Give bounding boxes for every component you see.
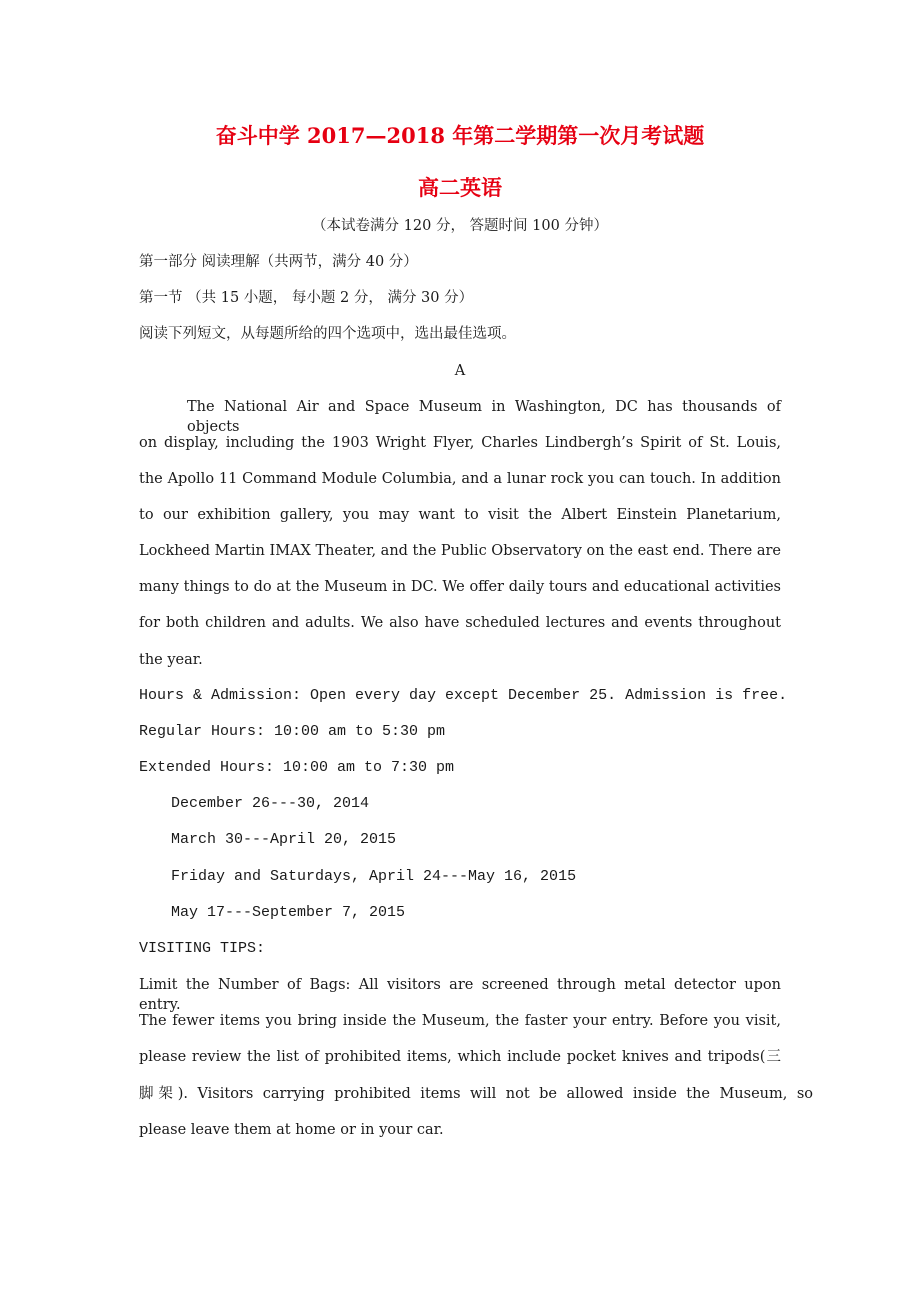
tips-line: The fewer items you bring inside the Museum, the faster your entry. Before you visit, bbox=[139, 1013, 781, 1029]
paragraph-line: Lockheed Martin IMAX Theater, and the Public Observatory on the east end. There are bbox=[139, 543, 781, 559]
hours-admission: Hours & Admission: Open every day except December 25. Admission is free. bbox=[139, 687, 788, 704]
regular-hours: Regular Hours: 10:00 am to 5:30 pm bbox=[139, 723, 446, 740]
tips-heading: VISITING TIPS: bbox=[139, 940, 266, 957]
extended-date: Friday and Saturdays, April 24---May 16, 2015 bbox=[171, 868, 577, 885]
paragraph-line: on display, including the 1903 Wright Flyer, Charles Lindbergh’s Spirit of St. Louis, bbox=[139, 435, 781, 451]
tips-line: please review the list of prohibited items, which include pocket knives and tripods(三 bbox=[139, 1049, 781, 1065]
tips-line: Limit the Number of Bags: All visitors are screened through metal detector upon entry. bbox=[139, 977, 781, 1013]
paragraph-line: for both children and adults. We also have scheduled lectures and events throughout bbox=[139, 615, 781, 631]
paragraph-line: many things to do at the Museum in DC. We offer daily tours and educational activities bbox=[139, 579, 781, 595]
exam-title: 奋斗中学 2017—2018 年第二学期第一次月考试题 bbox=[215, 123, 705, 148]
extended-date: May 17---September 7, 2015 bbox=[171, 904, 406, 921]
passage-label: A bbox=[454, 363, 466, 379]
part-heading: 第一部分 阅读理解（共两节，满分 40 分） bbox=[139, 254, 418, 270]
directions: 阅读下列短文，从每题所给的四个选项中，选出最佳选项。 bbox=[139, 326, 516, 342]
paragraph-line: the year. bbox=[139, 652, 203, 668]
exam-info: （本试卷满分 120 分， 答题时间 100 分钟） bbox=[312, 218, 608, 234]
paragraph-line: The National Air and Space Museum in Washington, DC has thousands of objects bbox=[187, 399, 781, 435]
extended-date: December 26---30, 2014 bbox=[171, 795, 370, 812]
paragraph-line: the Apollo 11 Command Module Columbia, and a lunar rock you can touch. In addition bbox=[139, 471, 781, 487]
tips-line: 脚架). Visitors carrying prohibited items will not be allowed inside the Museum, so bbox=[139, 1086, 813, 1102]
paragraph-line: to our exhibition gallery, you may want to visit the Albert Einstein Planetarium, bbox=[139, 507, 781, 523]
subject-title: 高二英语 bbox=[418, 175, 502, 200]
section-heading: 第一节 （共 15 小题， 每小题 2 分， 满分 30 分） bbox=[139, 290, 474, 306]
extended-date: March 30---April 20, 2015 bbox=[171, 831, 397, 848]
tips-line: please leave them at home or in your car. bbox=[139, 1122, 444, 1138]
extended-hours: Extended Hours: 10:00 am to 7:30 pm bbox=[139, 759, 455, 776]
